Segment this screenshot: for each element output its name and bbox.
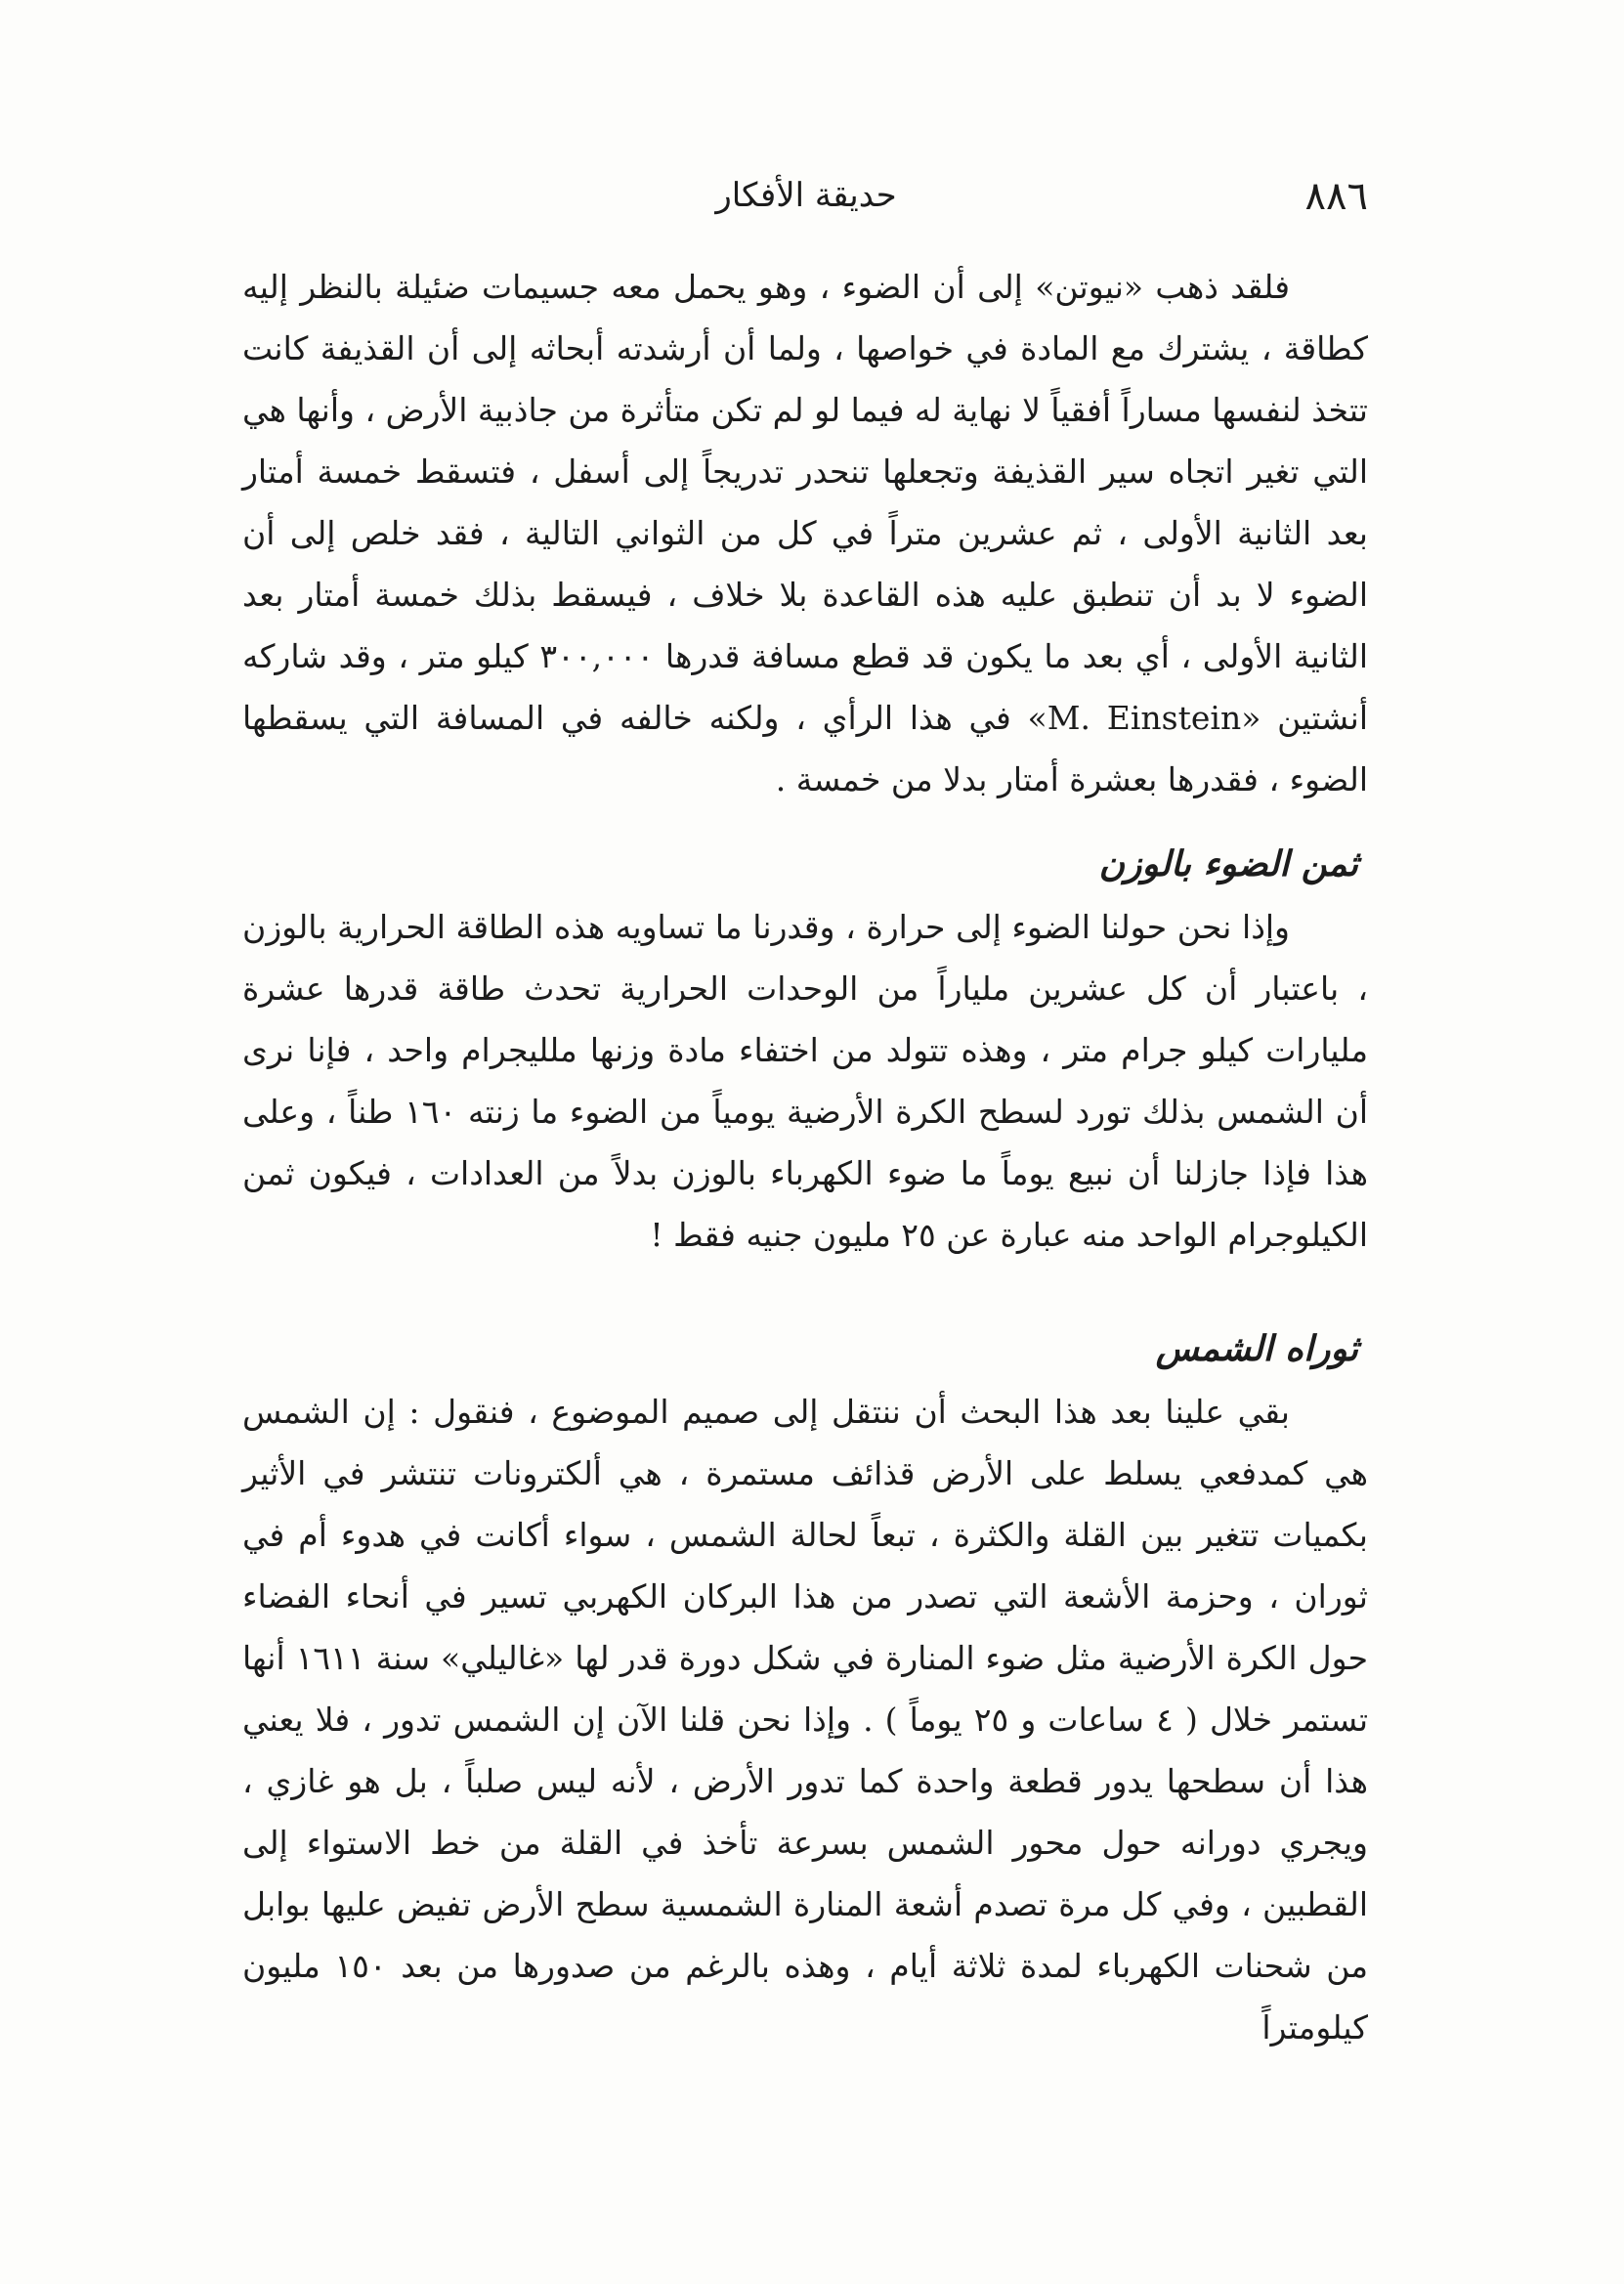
page-number: ٨٨٦	[1304, 174, 1368, 219]
paragraph-sun-eruption: بقي علينا بعد هذا البحث أن ننتقل إلى صميم الموضوع ، فنقول : إن الشمس هي كمدفعي يسلط على الأرض قذائف مستمرة ، هي ألكترونات تنتشر في الأثير بكميات تتغير بين القلة والكثرة ، تبعاً لحالة الشمس ، سواء أكانت في هدوء أم في ثوران ، وحزمة الأشعة التي تصدر من هذا البركان الكهربي تسير في أنحاء الفضاء حول الكرة الأرضية مثل ضوء المنارة في شكل دورة قدر لها «غاليلي» سنة ١٦١١ أنها تستمر خلال ( ٤ ساعات و ٢٥ يوماً ) . وإذا نحن قلنا الآن إن الشمس تدور ، فلا يعني هذا أن سطحها يدور قطعة واحدة كما تدور الأرض ، لأنه ليس صلباً ، بل هو غازي ، ويجري دورانه حول محور الشمس بسرعة تأخذ في القلة من خط الاستواء إلى القطبين ، وفي كل مرة تصدم أشعة المنارة الشمسية سطح الأرض تفيض عليها بوابل من شحنات الكهرباء لمدة ثلاثة أيام ، وهذه بالرغم من صدورها من بعد ١٥٠ مليون كيلومتراً	[242, 1393, 1369, 2047]
section-spacer	[242, 1266, 1368, 1295]
section-heading-sun-eruption: ثوراه الشمس	[1155, 1328, 1358, 1369]
section-heading-price-of-light: ثمن الضوء بالوزن	[1098, 843, 1358, 884]
page-header	[244, 174, 1368, 233]
paragraph-newton-einstein: فلقد ذهب «نيوتن» إلى أن الضوء ، وهو يحمل معه جسيمات ضئيلة بالنظر إليه كطاقة ، يشترك مع المادة في خواصها ، ولما أن أرشدته أبحاثه إلى أن القذيفة كانت تتخذ لنفسها مساراً أفقياً لا نهاية له فيما لو لم تكن متأثرة من جاذبية الأرض ، وأنها هي التي تغير اتجاه سير القذيفة وتجعلها تنحدر تدريجاً إلى أسفل ، فتسقط خمسة أمتار بعد الثانية الأولى ، ثم عشرين متراً في كل من الثواني التالية ، فقد خلص إلى أن الضوء لا بد أن تنطبق عليه هذه القاعدة بلا خلاف ، فيسقط بذلك خمسة أمتار بعد الثانية الأولى ، أي بعد ما يكون قد قطع مسافة قدرها ٣٠٠,٠٠٠ كيلو متر ، وقد شاركه أنشتين «M. Einstein» في هذا الرأي ، ولكنه خالفه في المسافة التي يسقطها الضوء ، فقدرها بعشرة أمتار بدلا من خمسة .	[242, 268, 1369, 798]
page-body	[242, 256, 1368, 2058]
running-title: حديقة الأفكار	[715, 176, 897, 215]
paragraph-price-of-light: وإذا نحن حولنا الضوء إلى حرارة ، وقدرنا ما تساويه هذه الطاقة الحرارية بالوزن ، باعتبار أن كل عشرين ملياراً من الوحدات الحرارية تحدث طاقة قدرها عشرة مليارات كيلو جرام متر ، وهذه تتولد من اختفاء مادة وزنها ملليجرام واحد ، فإنا نرى أن الشمس بذلك تورد لسطح الكرة الأرضية يومياً من الضوء ما زنته ١٦٠ طناً ، وعلى هذا فإذا جازلنا أن نبيع يوماً ما ضوء الكهرباء بالوزن بدلاً من العدادات ، فيكون ثمن الكيلوجرام الواحد منه عبارة عن ٢٥ مليون جنيه فقط !	[242, 908, 1368, 1254]
